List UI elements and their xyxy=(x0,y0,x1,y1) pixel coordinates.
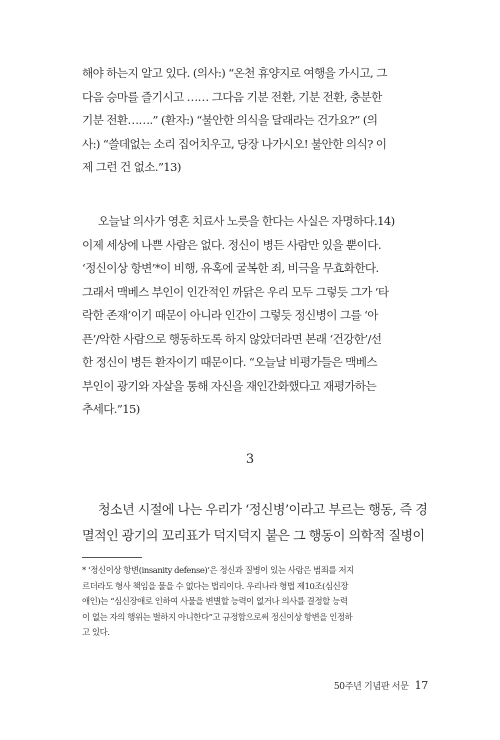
text-line: 기분 전환…….” (환자:) “불안한 의식을 달래라는 건가요?” (의 xyxy=(82,113,378,127)
text-line: 사:) “쓸데없는 소리 집어치우고, 당장 나가시오! 불안한 의식? 이 xyxy=(82,136,387,151)
running-footer xyxy=(334,679,428,692)
text-line: 제 그런 건 없소.”13) xyxy=(82,160,181,174)
paragraph-2 xyxy=(82,210,432,422)
paragraph-1 xyxy=(82,62,432,180)
footnote-line: * ‘정신이상 항변(insanity defense)’은 정신과 질병이 있는 사람은 범죄를 저지 xyxy=(82,565,354,575)
text-line: 추세다.”15) xyxy=(82,402,140,416)
text-line: ‘정신이상 항변’*이 비행, 유혹에 굴복한 죄, 비극을 무효화한다. xyxy=(82,261,379,275)
text-line: 오늘날 의사가 영혼 치료사 노릇을 한다는 사실은 자명하다.14) xyxy=(98,214,395,228)
text-line: 멸적인 광기의 꼬리표가 덕지덕지 붙은 그 행동이 의학적 질병이 xyxy=(82,529,425,544)
text-line: 부인이 광기와 자살을 통해 자신을 재인간화했다고 재평가하는 xyxy=(82,378,377,393)
text-line: 다음 승마를 즐기시고 …… 그다음 기분 전환, 기분 전환, 충분한 xyxy=(82,89,382,104)
text-line: 청소년 시절에 나는 우리가 ‘정신병’이라고 부르는 행동, 즉 경 xyxy=(98,503,428,518)
text-line: 그래서 맥베스 부인이 인간적인 까닭은 우리 모두 그렇듯 그가 ‘타 xyxy=(82,284,389,299)
text-line: 픈’/악한 사람으로 행동하도록 하지 않았더라면 본래 ‘건강한’/선 xyxy=(82,331,382,346)
section-number: 3 xyxy=(245,452,255,467)
footnote-divider xyxy=(82,557,142,558)
running-title: 50주년 기념판 서문 xyxy=(333,682,409,692)
text-line: 해야 하는지 알고 있다. (의사:) “온천 휴양지로 여행을 가시고, 그 xyxy=(82,66,387,80)
paragraph-3 xyxy=(82,498,432,550)
footnote-line: 이 없는 자의 행위는 벌하지 아니한다”고 규정함으로써 정신이상 항변을 인정하 xyxy=(82,611,353,622)
footnote-line: 르더라도 형사 책임을 물을 수 없다는 법리이다. 우리나라 형법 제10조(심신장 xyxy=(82,580,349,591)
text-line: 이제 세상에 나쁜 사람은 없다. 정신이 병든 사람만 있을 뿐이다. xyxy=(82,237,381,252)
footnote xyxy=(82,563,432,641)
page-number: 17 xyxy=(414,679,428,692)
text-line: 락한 존재’이기 때문이 아니라 인간이 그렇듯 정신병이 그를 ‘아 xyxy=(82,308,378,322)
footnote-line: 고 있다. xyxy=(82,627,110,637)
text-line: 한 정신이 병든 환자이기 때문이다. “오늘날 비평가들은 맥베스 xyxy=(82,355,378,369)
footnote-line: 애인)는 “심신장애로 인하여 사물을 변별할 능력이 없거나 의사를 결정할 능력 xyxy=(82,596,348,606)
